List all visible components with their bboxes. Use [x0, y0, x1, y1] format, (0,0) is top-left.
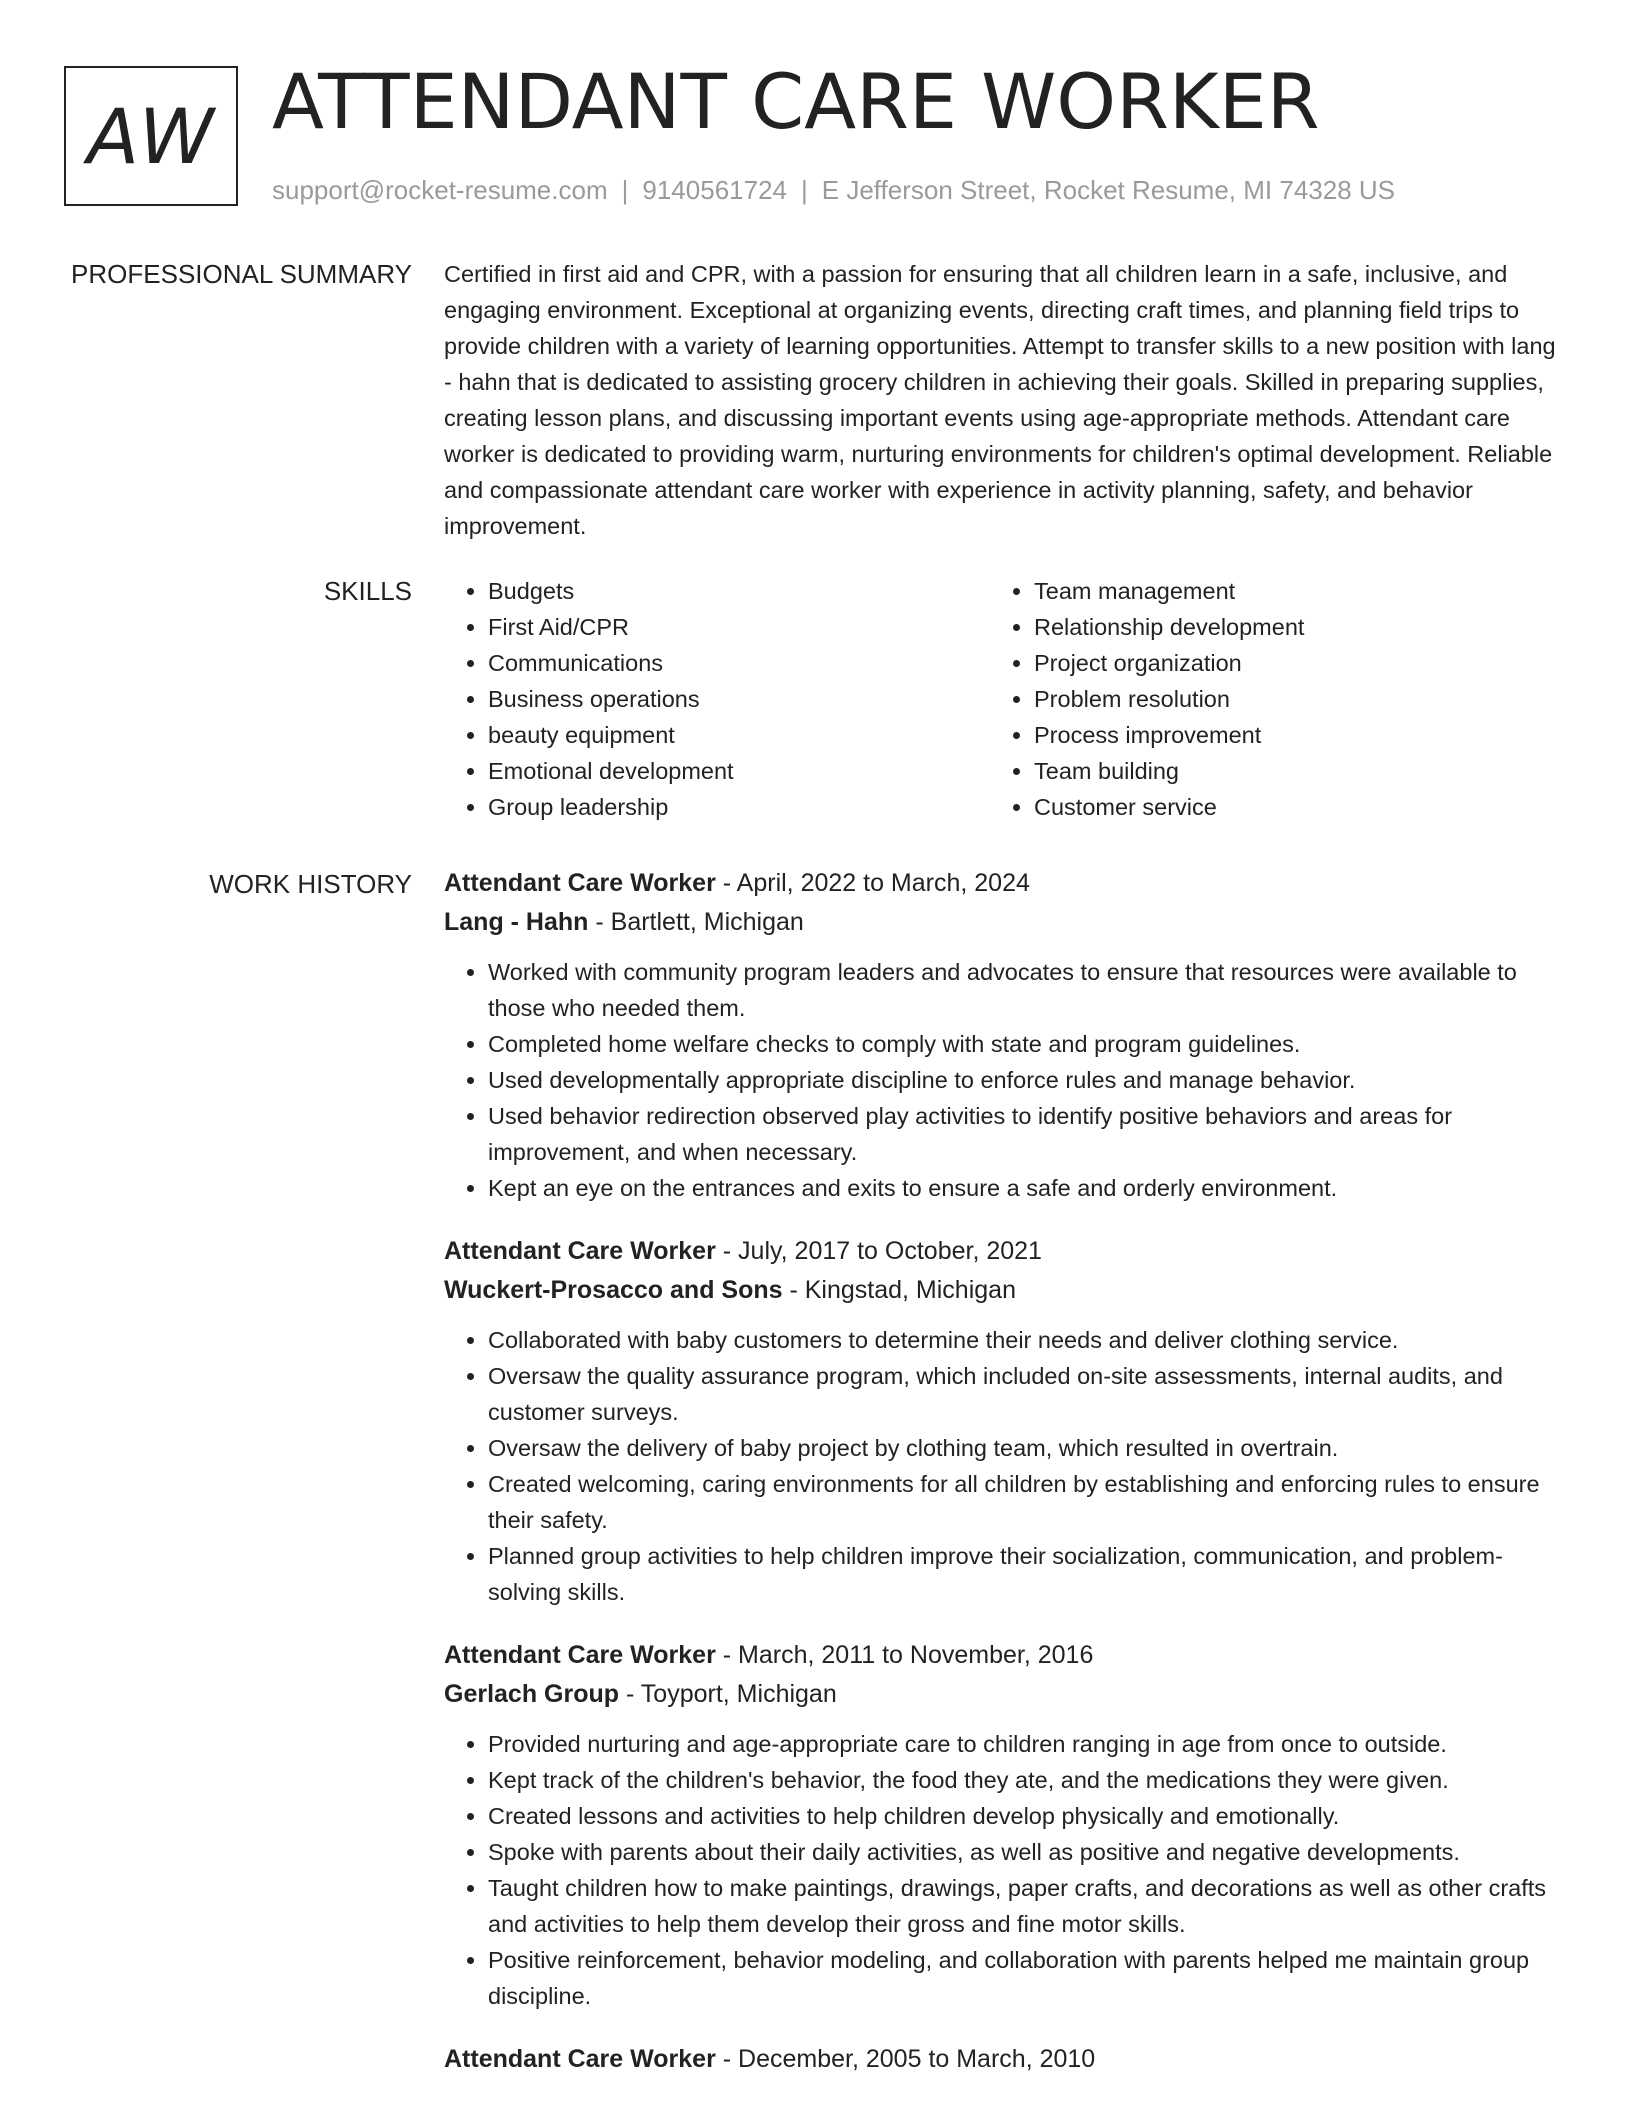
job-title-line	[444, 864, 1556, 903]
job-bullet: • Worked with community program leaders and advocates to ensure that resources were available to those who needed them.	[488, 954, 1556, 1026]
job-company: Lang - Hahn	[444, 908, 589, 936]
job-location: - Kingstad, Michigan	[782, 1276, 1016, 1304]
summary-section	[444, 256, 1556, 544]
skill-item: • Problem resolution	[1034, 681, 1536, 717]
skill-item: • beauty equipment	[488, 717, 990, 753]
skill-item: • Team management	[1034, 573, 1536, 609]
job-company: Gerlach Group	[444, 1680, 620, 1708]
job-bullet: • Spoke with parents about their daily activities, as well as positive and negative developments.	[488, 1834, 1556, 1870]
skill-item: • Group leadership	[488, 789, 990, 825]
job-bullets	[444, 1726, 1556, 2014]
skill-item: • Emotional development	[488, 753, 990, 789]
job-bullet: • Oversaw the delivery of baby project by clothing team, which resulted in overtrain.	[488, 1430, 1556, 1466]
job-title: Attendant Care Worker	[444, 2045, 716, 2073]
job-bullet: • Created welcoming, caring environments for all children by establishing and enforcing rules to ensure their safety.	[488, 1466, 1556, 1538]
skills-list-right	[990, 573, 1536, 825]
skill-item: • Communications	[488, 645, 990, 681]
job-location: - Bartlett, Michigan	[588, 908, 804, 936]
job-bullet: • Planned group activities to help children improve their socialization, communication, and problem-solving skills.	[488, 1538, 1556, 1610]
resume-title: ATTENDANT CARE WORKER	[272, 57, 1320, 146]
contact-email[interactable]: support@rocket-resume.com	[272, 175, 608, 205]
job-entry	[444, 1232, 1556, 1610]
contact-phone[interactable]: 9140561724	[642, 175, 787, 205]
job-entry	[444, 2040, 1556, 2079]
job-bullet: • Taught children how to make paintings, drawings, paper crafts, and decorations as well as other crafts and activities to help them develop their gross and fine motor skills.	[488, 1870, 1556, 1942]
job-company: Wuckert-Prosacco and Sons	[444, 1276, 783, 1304]
skills-section	[444, 573, 1556, 825]
job-bullet: • Provided nurturing and age-appropriate care to children ranging in age from once to outside.	[488, 1726, 1556, 1762]
job-title-line	[444, 1636, 1556, 1675]
job-title: Attendant Care Worker	[444, 1237, 716, 1265]
job-bullet: • Oversaw the quality assurance program, which included on-site assessments, internal audits, and customer surveys.	[488, 1358, 1556, 1430]
job-dates: - March, 2011 to November, 2016	[715, 1641, 1094, 1669]
job-bullet: • Completed home welfare checks to comply with state and program guidelines.	[488, 1026, 1556, 1062]
job-bullet: • Used behavior redirection observed play activities to identify positive behaviors and areas for improvement, and when necessary.	[488, 1098, 1556, 1170]
contact-separator: |	[621, 175, 629, 205]
job-dates: - April, 2022 to March, 2024	[715, 869, 1030, 897]
summary-text: Certified in first aid and CPR, with a passion for ensuring that all children learn in a safe, inclusive, and engaging environment. Exceptional at organizing events, directing craft times, and planning field trips to provide children with a variety of learning opportunities. Attempt to transfer skills to a new position with lang - hahn that is dedicated to assisting grocery children in achieving their goals. Skilled in preparing supplies, creating lesson plans, and discussing important events using age-appropriate methods. Attendant care worker is dedicated to providing warm, nurturing environments for children's optimal development. Reliable and compassionate attendant care worker with experience in activity planning, safety, and behavior improvement.	[444, 261, 1556, 539]
job-entry	[444, 864, 1556, 1206]
job-dates: - July, 2017 to October, 2021	[715, 1237, 1042, 1265]
skill-item: • Process improvement	[1034, 717, 1536, 753]
job-company-line	[444, 1675, 1556, 1714]
job-bullets	[444, 954, 1556, 1206]
contact-address: E Jefferson Street, Rocket Resume, MI 74328 US	[821, 175, 1395, 205]
section-label-work-history: WORK HISTORY	[209, 869, 412, 899]
work-history-section	[444, 864, 1556, 2105]
monogram-logo	[64, 66, 238, 206]
job-location: - Toyport, Michigan	[619, 1680, 837, 1708]
job-entry	[444, 1636, 1556, 2014]
job-bullets	[444, 1322, 1556, 1610]
contact-separator: |	[801, 175, 808, 205]
job-title-line	[444, 1232, 1556, 1271]
job-title-line	[444, 2040, 1556, 2079]
skill-item: • Relationship development	[1034, 609, 1536, 645]
job-dates: - December, 2005 to March, 2010	[715, 2045, 1096, 2073]
skill-item: • Business operations	[488, 681, 990, 717]
job-company-line	[444, 903, 1556, 942]
job-title: Attendant Care Worker	[444, 1641, 716, 1669]
section-label-skills: SKILLS	[323, 576, 412, 606]
job-bullet: • Used developmentally appropriate discipline to enforce rules and manage behavior.	[488, 1062, 1556, 1098]
section-label-summary: PROFESSIONAL SUMMARY	[71, 259, 412, 289]
job-bullet: • Collaborated with baby customers to determine their needs and deliver clothing service.	[488, 1322, 1556, 1358]
job-bullet: • Positive reinforcement, behavior modeling, and collaboration with parents helped me maintain group discipline.	[488, 1942, 1556, 2014]
skill-item: • Customer service	[1034, 789, 1536, 825]
monogram-text: AW	[87, 91, 215, 181]
skill-item: • Budgets	[488, 573, 990, 609]
skills-list-left	[444, 573, 990, 825]
job-bullet: • Kept track of the children's behavior, the food they ate, and the medications they were given.	[488, 1762, 1556, 1798]
contact-line	[272, 172, 1395, 208]
job-company-line	[444, 1271, 1556, 1310]
skill-item: • First Aid/CPR	[488, 609, 990, 645]
skill-item: • Team building	[1034, 753, 1536, 789]
skill-item: • Project organization	[1034, 645, 1536, 681]
job-bullet: • Created lessons and activities to help children develop physically and emotionally.	[488, 1798, 1556, 1834]
job-bullet: • Kept an eye on the entrances and exits to ensure a safe and orderly environment.	[488, 1170, 1556, 1206]
job-title: Attendant Care Worker	[444, 869, 716, 897]
